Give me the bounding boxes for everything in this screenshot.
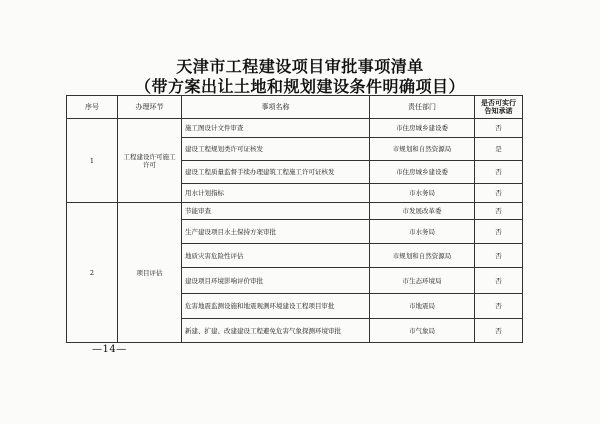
item-name: 建设工程质量监督手续办理建筑工程施工许可证核发 xyxy=(182,161,370,184)
commitment-value: 否 xyxy=(475,244,523,268)
responsible-dept: 市规划和自然资源局 xyxy=(370,138,475,161)
responsible-dept: 市发展改革委 xyxy=(370,203,475,220)
item-name: 建设工程规划类许可证核发 xyxy=(182,138,370,161)
header-stage: 办理环节 xyxy=(118,96,182,119)
responsible-dept: 市住房城乡建设委 xyxy=(370,161,475,184)
item-name: 危害地震监测设施和地震观测环境建设工程项目审批 xyxy=(182,294,370,319)
table-row xyxy=(67,119,523,138)
item-name: 节能审查 xyxy=(182,203,370,220)
commitment-value: 否 xyxy=(475,319,523,343)
document-title-line1: 天津市工程建设项目审批事项清单 xyxy=(176,57,424,76)
header-index: 序号 xyxy=(67,96,118,119)
item-name: 生产建设项目水土保持方案审批 xyxy=(182,220,370,244)
group-stage: 工程建设许可施工许可 xyxy=(118,119,182,203)
item-name: 地质灾害危险性评估 xyxy=(182,244,370,268)
responsible-dept: 市水务局 xyxy=(370,220,475,244)
group-index: 2 xyxy=(67,203,118,343)
commitment-value: 否 xyxy=(475,203,523,220)
header-commitment: 是否可实行告知承诺 xyxy=(475,96,523,119)
group-index: 1 xyxy=(67,119,118,203)
header-item-name: 事项名称 xyxy=(182,96,370,119)
responsible-dept: 市气象局 xyxy=(370,319,475,343)
item-name: 施工图设计文件审查 xyxy=(182,119,370,138)
commitment-value: 否 xyxy=(475,161,523,184)
responsible-dept: 市规划和自然资源局 xyxy=(370,244,475,268)
responsible-dept: 市地震局 xyxy=(370,294,475,319)
commitment-value: 否 xyxy=(475,294,523,319)
item-name: 建设项目环境影响评价审批 xyxy=(182,268,370,294)
table-row xyxy=(67,203,523,220)
table-header-row xyxy=(67,96,523,119)
commitment-value: 是 xyxy=(475,138,523,161)
approval-items-table xyxy=(66,95,523,343)
responsible-dept: 市水务局 xyxy=(370,184,475,203)
commitment-value: 否 xyxy=(475,184,523,203)
commitment-value: 否 xyxy=(475,119,523,138)
commitment-value: 否 xyxy=(475,220,523,244)
item-name: 新建、扩建、改建建设工程避免危害气象探测环境审批 xyxy=(182,319,370,343)
item-name: 用水计划指标 xyxy=(182,184,370,203)
header-responsible-dept: 责任部门 xyxy=(370,96,475,119)
responsible-dept: 市住房城乡建设委 xyxy=(370,119,475,138)
page-number: —14— xyxy=(92,344,127,355)
commitment-value: 否 xyxy=(475,268,523,294)
document-title-line2: （带方案出让土地和规划建设条件明确项目） xyxy=(134,77,465,96)
responsible-dept: 市生态环境局 xyxy=(370,268,475,294)
group-stage: 项目评估 xyxy=(118,203,182,343)
